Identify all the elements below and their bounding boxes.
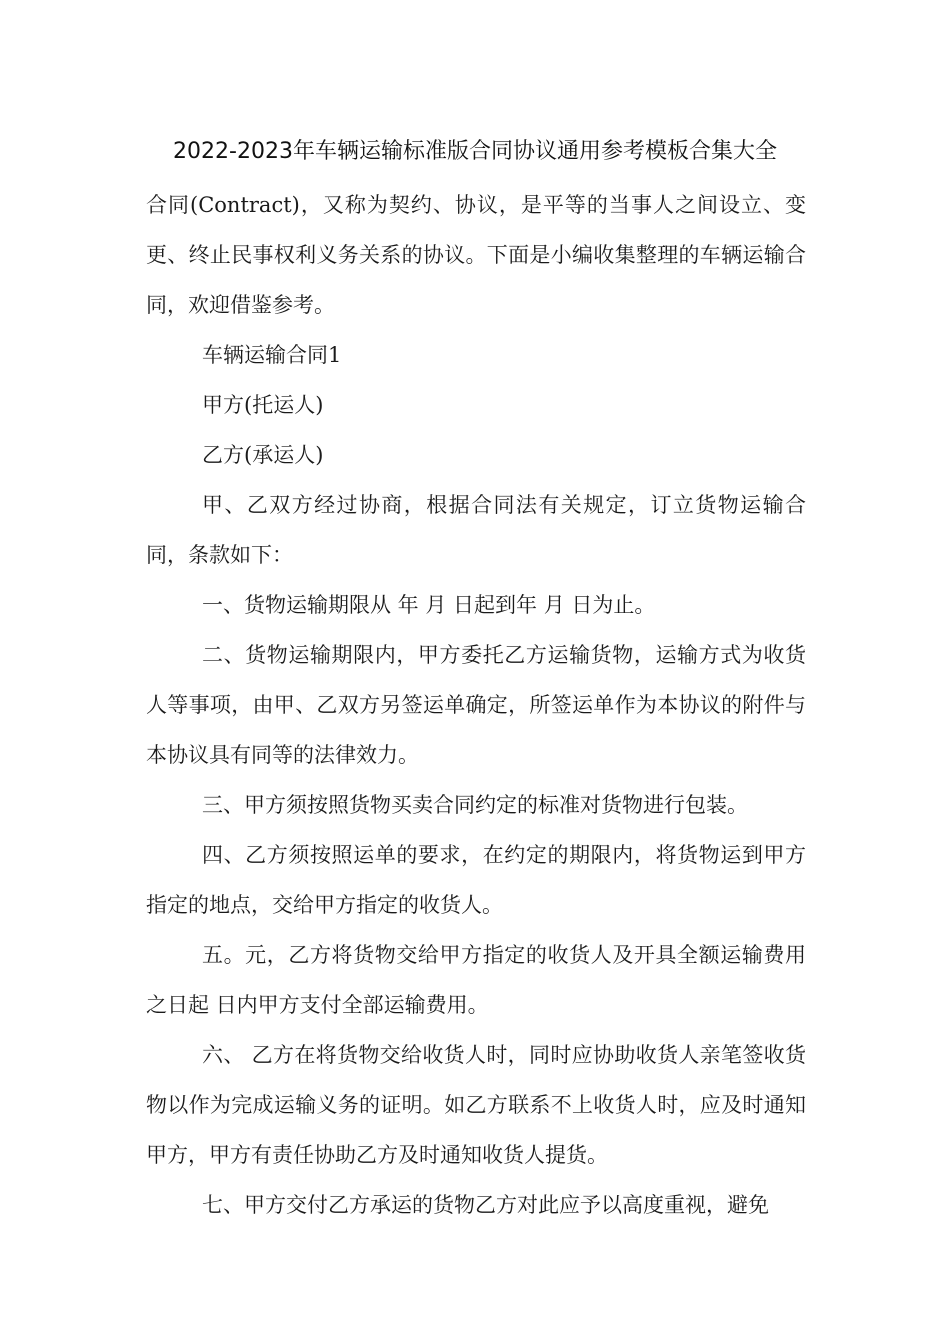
paragraph-party-b: 乙方(承运人)	[202, 443, 324, 467]
paragraph-contract-heading: 车辆运输合同1	[202, 343, 342, 367]
paragraph-clause-3: 三、甲方须按照货物买卖合同约定的标准对货物进行包装。	[202, 793, 748, 817]
document-title: 2022-2023年车辆运输标准版合同协议通用参考模板合集大全	[173, 139, 777, 164]
paragraph-clause-6: 六、 乙方在将货物交给收货人时，同时应协助收货人亲笔签收货物以作为完成运输义务的证明。如乙方联系不上收货人时，应及时通知甲方，甲方有责任协助乙方及时通知收货人提货。	[146, 1043, 806, 1167]
paragraph-preamble: 甲、乙双方经过协商，根据合同法有关规定，订立货物运输合同，条款如下：	[146, 493, 806, 567]
paragraph-clause-2: 二、货物运输期限内，甲方委托乙方运输货物，运输方式为收货人等事项，由甲、乙双方另签运单确定，所签运单作为本协议的附件与本协议具有同等的法律效力。	[146, 643, 806, 767]
paragraph-clause-5: 五。元，乙方将货物交给甲方指定的收货人及开具全额运输费用之日起 日内甲方支付全部运输费用。	[146, 943, 806, 1017]
paragraph-party-a: 甲方(托运人)	[202, 393, 324, 417]
document-body	[146, 180, 806, 1230]
paragraph-intro: 合同(Contract)，又称为契约、协议，是平等的当事人之间设立、变更、终止民事权利义务关系的协议。下面是小编收集整理的车辆运输合同，欢迎借鉴参考。	[146, 193, 806, 317]
paragraph-clause-7: 七、甲方交付乙方承运的货物乙方对此应予以高度重视，避免	[202, 1193, 769, 1217]
paragraph-clause-1: 一、货物运输期限从 年 月 日起到年 月 日为止。	[202, 593, 656, 617]
paragraph-clause-4: 四、乙方须按照运单的要求，在约定的期限内，将货物运到甲方指定的地点，交给甲方指定的收货人。	[146, 843, 806, 917]
